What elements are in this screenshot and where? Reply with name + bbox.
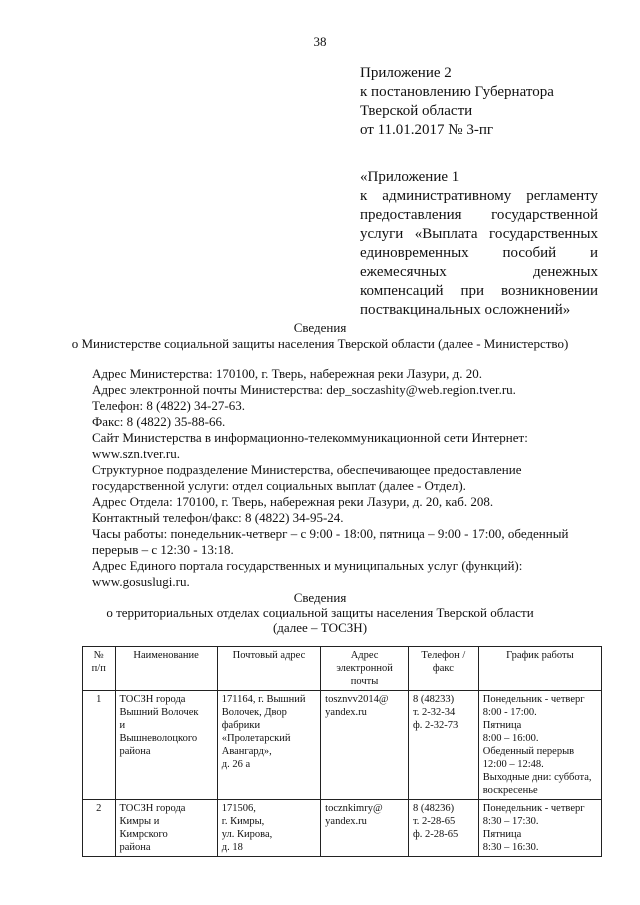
cell-email: tocznkimry@ yandex.ru <box>321 800 409 857</box>
header-schedule: График работы <box>478 647 601 691</box>
cell-schedule: Понедельник - четверг 8:00 - 17:00. Пятница 8:00 – 16:00. Обеденный перерыв 12:00 – 12:48. Выходные дни: суббота, воскресенье <box>478 691 601 800</box>
cell-name: ТОСЗН города Вышний Волочек и Вышневолоцкого района <box>115 691 217 800</box>
cell-address: 171506, г. Кимры, ул. Кирова, д. 18 <box>217 800 320 857</box>
department-description: Структурное подразделение Министерства, обеспечивающее предоставление <box>92 462 522 477</box>
appendix-1-line: компенсаций при возникновении <box>360 283 598 299</box>
toszn-section-subtitle: о территориальных отделах социальной защиты населения Тверской области <box>106 605 534 620</box>
appendix-1-line: единовременных пособий и <box>360 245 598 261</box>
ministry-fax: Факс: 8 (4822) 35-88-66. <box>92 414 226 429</box>
cell-phone: 8 (48236) т. 2-28-65 ф. 2-28-65 <box>408 800 478 857</box>
cell-name: ТОСЗН города Кимры и Кимрского района <box>115 800 217 857</box>
appendix-2-line: Приложение 2 <box>360 65 452 81</box>
header-name: Наименование <box>115 647 217 691</box>
appendix-2-line: от 11.01.2017 № 3-пг <box>360 122 494 138</box>
department-phone: Контактный телефон/факс: 8 (4822) 34-95-24. <box>92 510 344 525</box>
appendix-1-line: услуги «Выплата государственных <box>360 226 598 242</box>
header-number: № п/п <box>83 647 116 691</box>
page-number: 38 <box>313 34 327 49</box>
ministry-info-block <box>92 366 592 590</box>
cell-email: tosznvv2014@ yandex.ru <box>321 691 409 800</box>
department-address: Адрес Отдела: 170100, г. Тверь, набережная реки Лазури, д. 20, каб. 208. <box>92 494 494 509</box>
table-row <box>83 800 602 857</box>
header-address: Почтовый адрес <box>217 647 320 691</box>
toszn-table <box>82 646 602 857</box>
portal-url: www.gosuslugi.ru. <box>92 574 190 589</box>
table-row <box>83 691 602 800</box>
ministry-website: www.szn.tver.ru. <box>92 446 180 461</box>
ministry-phone: Телефон: 8 (4822) 34-27-63. <box>92 398 245 413</box>
toszn-section-title: Сведения <box>293 590 347 605</box>
appendix-1-header <box>360 168 598 320</box>
cell-number: 2 <box>83 800 116 857</box>
header-phone: Телефон / факс <box>408 647 478 691</box>
cell-phone: 8 (48233) т. 2-32-34 ф. 2-32-73 <box>408 691 478 800</box>
department-description: государственной услуги: отдел социальных выплат (далее - Отдел). <box>92 478 466 493</box>
appendix-1-line: ежемесячных денежных <box>360 264 598 280</box>
appendix-1-line: к административному регламенту <box>360 188 598 204</box>
cell-number: 1 <box>83 691 116 800</box>
appendix-2-header <box>360 64 610 140</box>
portal-label: Адрес Единого портала государственных и муниципальных услуг (функций): <box>92 558 523 573</box>
appendix-1-line: поствакцинальных осложнений» <box>360 302 571 318</box>
appendix-1-line: «Приложение 1 <box>360 169 460 185</box>
ministry-section-subtitle: о Министерстве социальной защиты населения Тверской области (далее - Министерство) <box>71 336 569 351</box>
appendix-2-line: к постановлению Губернатора <box>360 84 554 100</box>
working-hours: Часы работы: понедельник-четверг – с 9:00 - 18:00, пятница – 9:00 - 17:00, обеденный <box>92 526 569 541</box>
ministry-website-label: Сайт Министерства в информационно-телекоммуникационной сети Интернет: <box>92 430 528 445</box>
appendix-2-line: Тверской области <box>360 103 473 119</box>
toszn-section-subtitle: (далее – ТОСЗН) <box>272 620 368 635</box>
table-header-row <box>83 647 602 691</box>
ministry-address: Адрес Министерства: 170100, г. Тверь, набережная реки Лазури, д. 20. <box>92 366 482 381</box>
ministry-section-title: Сведения <box>293 320 347 335</box>
header-email: Адрес электронной почты <box>321 647 409 691</box>
ministry-email: Адрес электронной почты Министерства: dep_soczashity@web.region.tver.ru. <box>92 382 516 397</box>
appendix-1-line: предоставления государственной <box>360 207 598 223</box>
cell-address: 171164, г. Вышний Волочек, Двор фабрики «Пролетарский Авангард», д. 26 а <box>217 691 320 800</box>
cell-schedule: Понедельник - четверг 8:30 – 17:30. Пятница 8:30 – 16:30. <box>478 800 601 857</box>
working-hours: перерыв – с 12:30 - 13:18. <box>92 542 234 557</box>
